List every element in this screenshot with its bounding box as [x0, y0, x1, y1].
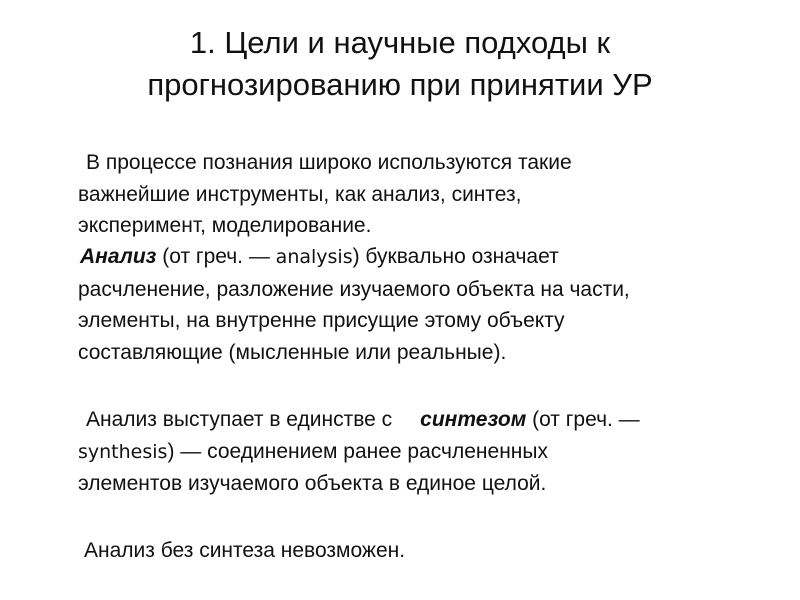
paragraph-line: важнейшие инструменты, как анализ, синтез,	[78, 182, 522, 206]
term-synthesis: синтезом	[420, 408, 527, 431]
paragraph-line	[78, 436, 758, 469]
paragraph-line: эксперимент, моделирование.	[78, 214, 372, 237]
paragraph-line: элементов изучаемого объекта в единое целой.	[78, 472, 547, 495]
paragraph-text: Анализ выступает в единстве с	[86, 408, 393, 431]
paragraph-conclusion	[84, 535, 764, 567]
paragraph-line	[78, 147, 758, 179]
paragraph-line	[78, 241, 758, 274]
paragraph-text: (от греч. —	[526, 408, 640, 431]
paragraph-line: составляющие (мысленные или реальные).	[78, 340, 507, 364]
paragraph-line: Анализ без синтеза невозможен.	[84, 539, 406, 562]
latin-term: analysis	[275, 246, 353, 268]
paragraph-line: элементы, на внутренне присущие этому объекту	[78, 309, 565, 332]
slide-title	[40, 22, 760, 106]
paragraph-analysis-definition	[78, 241, 758, 368]
paragraph-line: расчленение, разложение изучаемого объекта на части,	[78, 277, 630, 301]
title-line-2: прогнозированию при принятии УР	[147, 67, 653, 102]
paragraph-text: ) — соединением ранее расчлененных	[167, 439, 548, 463]
paragraph-text: ) буквально означает	[352, 245, 559, 268]
paragraph-synthesis	[78, 404, 758, 500]
term-analysis: Анализ	[80, 245, 157, 268]
title-line-1: 1. Цели и научные подходы к	[189, 25, 611, 60]
paragraph-text: В процессе познания широко используются такие	[86, 151, 572, 174]
paragraph-line	[78, 404, 758, 436]
paragraph-tools	[78, 147, 758, 242]
latin-term: synthesis	[78, 440, 168, 463]
paragraph-text: (от греч. —	[156, 245, 276, 268]
